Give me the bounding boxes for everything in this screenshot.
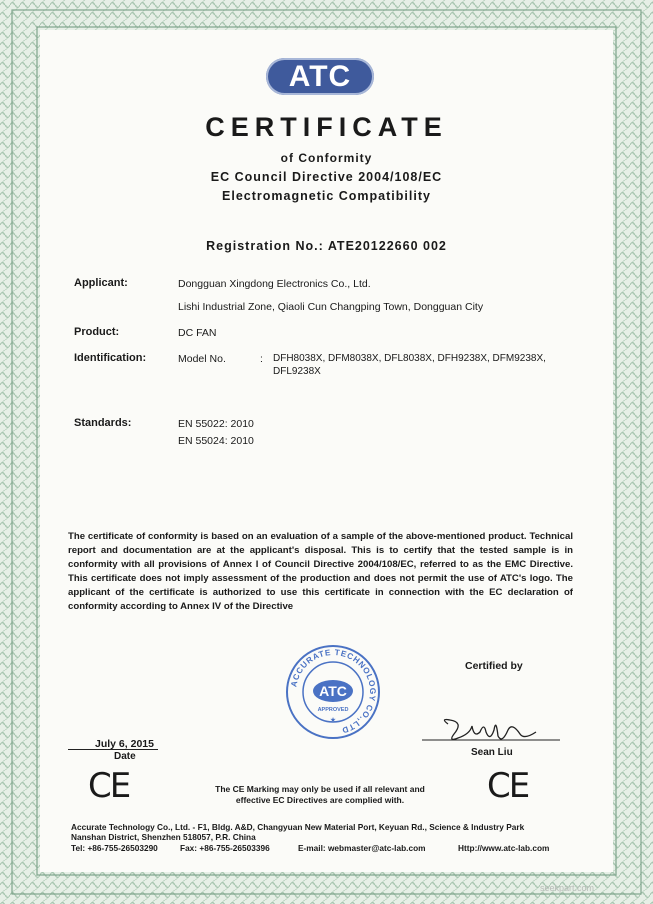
ce-mark-right: CE bbox=[487, 766, 529, 806]
footer-address-line2: Nanshan District, Shenzhen 518057, P.R. China bbox=[71, 832, 256, 842]
svg-text:★: ★ bbox=[329, 717, 337, 724]
certified-by-label: Certified by bbox=[465, 660, 523, 672]
seal-approved-text: APPROVED bbox=[317, 707, 349, 713]
footer-email: E-mail: webmaster@atc-lab.com bbox=[298, 843, 426, 853]
standards-label: Standards: bbox=[74, 417, 132, 429]
signature-image bbox=[420, 708, 570, 750]
footer-tel: Tel: +86-755-26503290 bbox=[71, 843, 158, 853]
standard-item: EN 55024: 2010 bbox=[178, 435, 254, 447]
applicant-label: Applicant: bbox=[74, 277, 128, 289]
footer-fax: Fax: +86-755-26503396 bbox=[180, 843, 270, 853]
footer-address-line1: Accurate Technology Co., Ltd. - F1, Bldg. A&D, Changyuan New Material Port, Keyuan Rd., Science & Industry Park bbox=[71, 822, 525, 832]
product-value: DC FAN bbox=[178, 327, 217, 339]
model-label: Model No. bbox=[178, 353, 226, 365]
subtitle-directive: EC Council Directive 2004/108/EC bbox=[210, 170, 443, 184]
footer-website: Http://www.atc-lab.com bbox=[458, 843, 550, 853]
atc-approved-seal bbox=[285, 644, 381, 740]
atc-logo: ATC bbox=[266, 58, 374, 95]
ce-mark-left: CE bbox=[88, 766, 130, 806]
applicant-name: Dongguan Xingdong Electronics Co., Ltd. bbox=[178, 278, 371, 290]
issue-date: July 6, 2015 bbox=[95, 738, 154, 750]
product-label: Product: bbox=[74, 326, 120, 338]
date-underline bbox=[68, 749, 158, 750]
conformity-statement: The certificate of conformity is based on an evaluation of a sample of the above-mentioned product. Technical report and documentation are at the applicant's disposal. This is to certify that the tested sample is in conformity with all provisions of Annex I of Council Directive 2004/108/EC, referred to as the EMC Directive. This certificate does not imply assessment of the production and does not permit the use of ATC's logo. The applicant of the certificate is authorized to use this certificate in connection with the EC declaration of conformity according to Annex IV of the Directive bbox=[68, 531, 573, 612]
signer-name: Sean Liu bbox=[471, 747, 513, 758]
certificate-title: CERTIFICATE bbox=[205, 112, 448, 142]
standard-item: EN 55022: 2010 bbox=[178, 418, 254, 430]
model-list-line1: DFH8038X, DFM8038X, DFL8038X, DFH9238X, DFM9238X, bbox=[273, 353, 546, 364]
identification-label: Identification: bbox=[74, 352, 147, 364]
applicant-address: Lishi Industrial Zone, Qiaoli Cun Changping Town, Dongguan City bbox=[178, 301, 484, 313]
registration-number: Registration No.: ATE20122660 002 bbox=[206, 239, 447, 253]
seal-center-text: ATC bbox=[319, 683, 347, 699]
watermark: seekpart.com bbox=[540, 883, 595, 893]
model-list-line2: DFL9238X bbox=[273, 366, 321, 377]
subtitle-emc: Electromagnetic Compatibility bbox=[222, 189, 431, 203]
seal-ring-text: ACCURATE TECHNOLOGY CO.,LTD bbox=[289, 647, 378, 735]
ce-note-line: effective EC Directives are complied with. bbox=[235, 795, 405, 805]
ce-note-line: The CE Marking may only be used if all relevant and bbox=[215, 784, 425, 794]
date-label: Date bbox=[114, 751, 136, 762]
ce-marking-note bbox=[200, 784, 440, 806]
subtitle-conformity: of Conformity bbox=[280, 151, 373, 165]
model-colon: : bbox=[260, 353, 263, 365]
